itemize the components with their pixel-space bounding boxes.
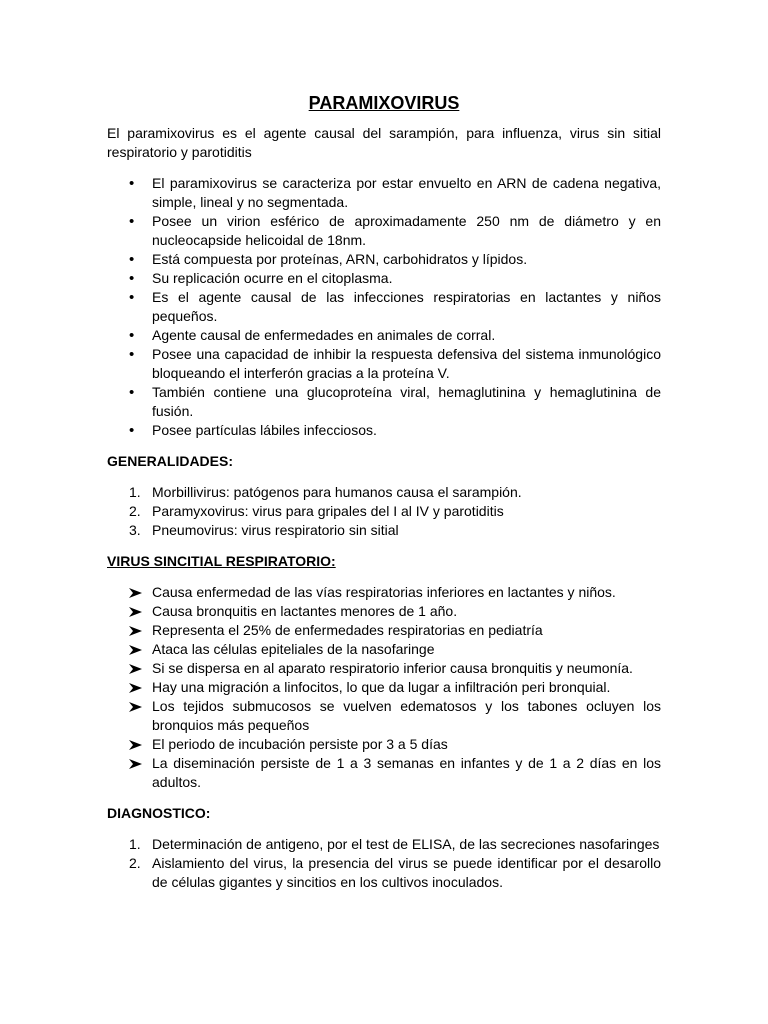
item-text: Determinación de antigeno, por el test de ELISA, de las secreciones nasofaringes	[152, 836, 660, 852]
list-item	[107, 678, 661, 697]
list-item	[107, 659, 661, 678]
list-item	[107, 483, 661, 502]
arrow-bullet-icon	[129, 702, 142, 712]
list-item: • También contiene una glucoproteína viral, hemaglutinina y hemaglutinina de fusión.	[107, 383, 661, 421]
feature-bullet-list	[107, 174, 661, 440]
item-number: 1.	[129, 836, 141, 852]
diagnostico-heading: DIAGNOSTICO:	[107, 805, 211, 821]
list-item: • Posee un virion esférico de aproximadamente 250 nm de diámetro y en nucleocapside helicoidal de 18nm.	[107, 212, 661, 250]
intro-paragraph: El paramixovirus es el agente causal del sarampión, para influenza, virus sin sitial respiratorio y parotiditis	[107, 125, 661, 160]
arrow-bullet-icon	[129, 626, 142, 636]
arrow-bullet-icon	[129, 645, 142, 655]
arrow-bullet-icon	[129, 664, 142, 674]
diagnostico-list	[107, 835, 661, 892]
list-item: • Agente causal de enfermedades en animales de corral.	[107, 326, 661, 345]
list-item: • Está compuesta por proteínas, ARN, carbohidratos y lípidos.	[107, 250, 661, 269]
arrow-bullet-icon	[129, 607, 142, 617]
vsr-list	[107, 583, 661, 792]
item-number: 3.	[129, 522, 141, 538]
item-text: Los tejidos submucosos se vuelven edematosos y los tabones ocluyen los bronquios más pequeños	[152, 698, 661, 733]
generalidades-list	[107, 483, 661, 540]
item-text: El periodo de incubación persiste por 3 a 5 días	[152, 736, 448, 752]
document-page	[107, 92, 661, 892]
item-text: Hay una migración a linfocitos, lo que da lugar a infiltración peri bronquial.	[152, 679, 611, 695]
arrow-bullet-icon	[129, 683, 142, 693]
list-item: • Posee una capacidad de inhibir la respuesta defensiva del sistema inmunológico bloqueando el interferón gracias a la proteína V.	[107, 345, 661, 383]
list-item	[107, 735, 661, 754]
list-item	[107, 621, 661, 640]
item-text: Aislamiento del virus, la presencia del virus se puede identificar por el desarollo de células gigantes y sincitios en los cultivos inoculados.	[152, 855, 661, 890]
arrow-bullet-icon	[129, 759, 142, 769]
item-text: Pneumovirus: virus respiratorio sin sitial	[152, 522, 399, 538]
list-item	[107, 583, 661, 602]
list-item: • Posee partículas lábiles infecciosos.	[107, 421, 661, 440]
list-item: • El paramixovirus se caracteriza por estar envuelto en ARN de cadena negativa, simple, lineal y no segmentada.	[107, 174, 661, 212]
list-item	[107, 502, 661, 521]
list-item	[107, 697, 661, 735]
item-text: Paramyxovirus: virus para gripales del I al IV y parotiditis	[152, 503, 504, 519]
item-number: 2.	[129, 503, 141, 519]
item-text: Ataca las células epiteliales de la nasofaringe	[152, 641, 435, 657]
list-item	[107, 640, 661, 659]
item-text: Causa bronquitis en lactantes menores de 1 año.	[152, 603, 458, 619]
list-item	[107, 602, 661, 621]
list-item: • Es el agente causal de las infecciones respiratorias en lactantes y niños pequeños.	[107, 288, 661, 326]
item-text: La diseminación persiste de 1 a 3 semanas en infantes y de 1 a 2 días en los adultos.	[152, 755, 661, 790]
list-item	[107, 521, 661, 540]
item-text: Si se dispersa en al aparato respiratorio inferior causa bronquitis y neumonía.	[152, 660, 633, 676]
arrow-bullet-icon	[129, 740, 142, 750]
arrow-bullet-icon	[129, 588, 142, 598]
vsr-heading: VIRUS SINCITIAL RESPIRATORIO:	[107, 553, 336, 569]
page-title: PARAMIXOVIRUS	[308, 93, 460, 113]
item-text: Representa el 25% de enfermedades respiratorias en pediatría	[152, 622, 543, 638]
item-number: 1.	[129, 484, 141, 500]
list-item: • Su replicación ocurre en el citoplasma.	[107, 269, 661, 288]
item-text: Morbillivirus: patógenos para humanos causa el sarampión.	[152, 484, 522, 500]
list-item	[107, 754, 661, 792]
list-item	[107, 835, 661, 854]
generalidades-heading: GENERALIDADES:	[107, 453, 234, 469]
item-number: 2.	[129, 855, 141, 871]
list-item	[107, 854, 661, 892]
item-text: Causa enfermedad de las vías respiratorias inferiores en lactantes y niños.	[152, 584, 616, 600]
